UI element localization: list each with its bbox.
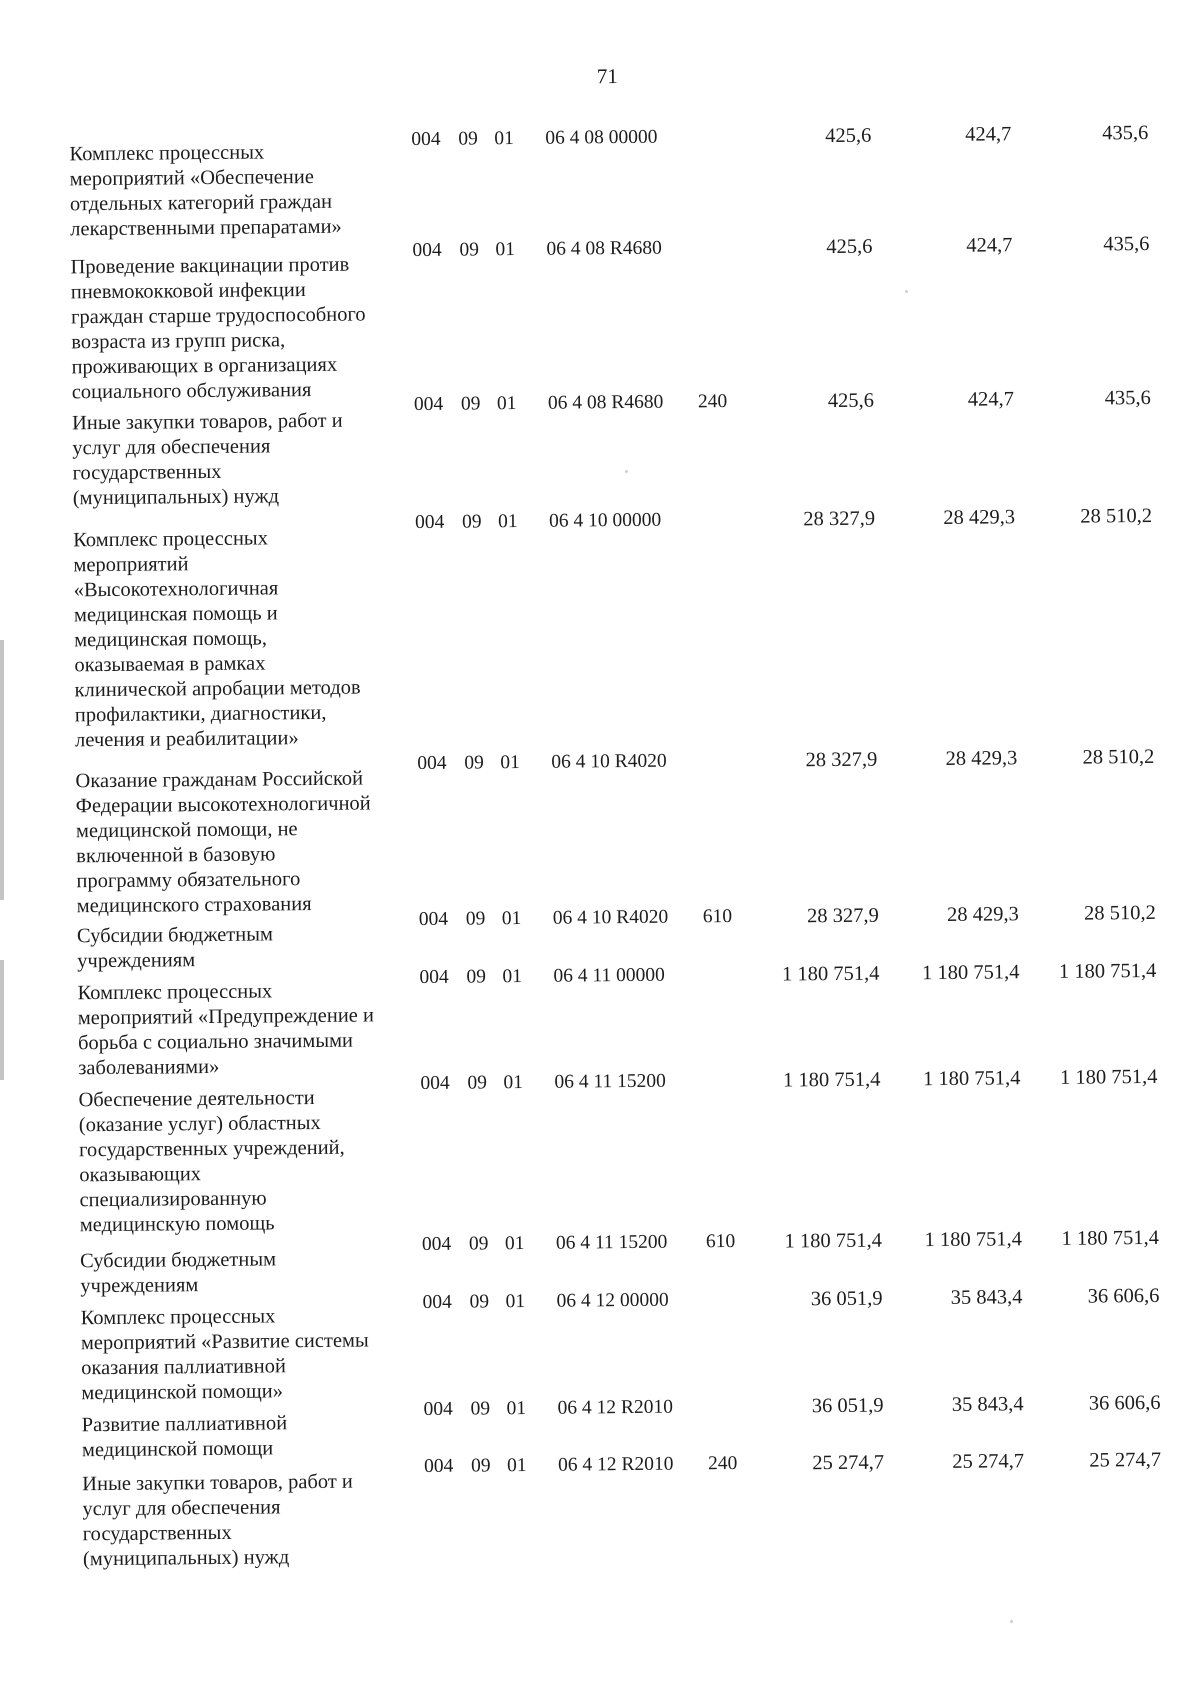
amount-2026: 36 606,6 xyxy=(1087,1284,1160,1308)
table-row xyxy=(1,121,1200,241)
amount-2024: 425,6 xyxy=(827,389,874,413)
amount-2026: 435,6 xyxy=(1104,386,1151,410)
department-code: 004 xyxy=(411,128,441,151)
amount-2024: 25 274,7 xyxy=(812,1451,885,1475)
section-code: 09 xyxy=(466,966,487,988)
amount-2025: 1 180 751,4 xyxy=(924,1228,1023,1252)
amount-2024: 36 051,9 xyxy=(810,1287,883,1311)
scan-speck xyxy=(625,470,628,473)
scan-edge-artifact xyxy=(0,640,4,900)
subsection-code: 01 xyxy=(506,1398,527,1420)
subsection-code: 01 xyxy=(495,239,516,261)
amount-2025: 28 429,3 xyxy=(943,506,1016,529)
target-article-code: 06 4 10 R4020 xyxy=(552,906,669,929)
amount-2026: 1 180 751,4 xyxy=(1058,959,1157,983)
row-name: Комплекс процессных мероприятий «Высокотехнологичная медицинская помощь и медицинская помощь, оказываемая в рамках клинической апробации методов профилактики, диагностики, лечения и реабилитации» xyxy=(73,527,361,752)
section-code: 09 xyxy=(459,239,480,261)
target-article-code: 06 4 08 R4680 xyxy=(546,237,662,260)
amount-2025: 424,7 xyxy=(966,234,1013,257)
amount-2024: 425,6 xyxy=(826,235,873,259)
page-number: 71 xyxy=(596,64,618,89)
section-code: 09 xyxy=(467,1072,488,1094)
section-code: 09 xyxy=(468,1233,489,1255)
department-code: 004 xyxy=(414,511,445,534)
section-code: 09 xyxy=(464,752,484,774)
amount-2024: 1 180 751,4 xyxy=(781,962,880,986)
amount-2025: 1 180 751,4 xyxy=(921,961,1020,985)
amount-2026: 28 510,2 xyxy=(1082,745,1155,769)
department-code: 004 xyxy=(418,908,449,931)
amount-2024: 1 180 751,4 xyxy=(782,1068,881,1092)
expense-type-code: 610 xyxy=(705,1231,736,1253)
row-name: Иные закупки товаров, работ и услуг для обеспечения государственных (муниципальных) нужд xyxy=(71,409,343,510)
row-name: Иные закупки товаров, работ и услуг для обеспечения государственных (муниципальных) нужд xyxy=(82,1470,353,1571)
subsection-code: 01 xyxy=(505,1291,526,1313)
section-code: 09 xyxy=(470,1398,491,1420)
amount-2025: 28 429,3 xyxy=(945,747,1018,770)
subsection-code: 01 xyxy=(506,1455,527,1477)
department-code: 004 xyxy=(420,1072,450,1095)
amount-2025: 1 180 751,4 xyxy=(922,1067,1021,1091)
subsection-code: 01 xyxy=(503,1072,524,1094)
amount-2025: 35 843,4 xyxy=(950,1286,1023,1309)
department-code: 004 xyxy=(412,239,442,262)
section-code: 09 xyxy=(469,1291,490,1313)
amount-2024: 28 327,9 xyxy=(803,507,876,531)
subsection-code: 01 xyxy=(502,966,522,988)
row-name: Комплекс процессных мероприятий «Предупреждение и борьба с социально значимыми заболеваниями» xyxy=(77,980,375,1080)
subsection-code: 01 xyxy=(501,908,522,930)
amount-2026: 1 180 751,4 xyxy=(1061,1226,1160,1250)
target-article-code: 06 4 11 15200 xyxy=(555,1231,668,1254)
subsection-code: 01 xyxy=(497,511,518,533)
scan-speck xyxy=(1010,1620,1013,1623)
amount-2024: 28 327,9 xyxy=(806,904,879,928)
department-code: 004 xyxy=(422,1291,452,1314)
amount-2025: 424,7 xyxy=(965,123,1012,146)
target-article-code: 06 4 12 R2010 xyxy=(557,1453,674,1476)
target-article-code: 06 4 10 R4020 xyxy=(551,750,667,773)
target-article-code: 06 4 11 00000 xyxy=(553,964,665,987)
row-name: Обеспечение деятельности (оказание услуг) областных государственных учреждений, оказывающих специализированную медицинскую помощь xyxy=(78,1087,345,1237)
subsection-code: 01 xyxy=(496,393,517,415)
row-name: Комплекс процессных мероприятий «Развитие системы оказания паллиативной медицинской помощи» xyxy=(80,1305,369,1405)
department-code: 004 xyxy=(421,1233,452,1256)
amount-2026: 36 606,6 xyxy=(1088,1391,1161,1415)
section-code: 09 xyxy=(460,393,481,415)
amount-2025: 25 274,7 xyxy=(952,1450,1025,1473)
subsection-code: 01 xyxy=(494,128,514,150)
amount-2026: 1 180 751,4 xyxy=(1059,1065,1158,1089)
department-code: 004 xyxy=(423,1455,454,1477)
row-name: Субсидии бюджетным учреждениям xyxy=(76,923,274,973)
amount-2026: 435,6 xyxy=(1103,232,1150,256)
section-code: 09 xyxy=(470,1455,491,1477)
target-article-code: 06 4 12 R2010 xyxy=(557,1396,674,1419)
amount-2024: 1 180 751,4 xyxy=(784,1229,883,1253)
amount-2024: 425,6 xyxy=(825,124,872,148)
department-code: 004 xyxy=(423,1398,453,1420)
row-name: Комплекс процессных мероприятий «Обеспечение отдельных категорий граждан лекарственными препаратами» xyxy=(69,141,342,241)
section-code: 09 xyxy=(458,128,478,150)
amount-2025: 424,7 xyxy=(967,388,1014,411)
row-name: Проведение вакцинации против пневмококковой инфекции граждан старше трудоспособного возраста из групп риска, проживающих в организациях социального обслуживания xyxy=(70,253,366,404)
subsection-code: 01 xyxy=(504,1233,525,1255)
row-name: Развитие паллиативной медицинской помощи xyxy=(81,1412,288,1462)
target-article-code: 06 4 12 00000 xyxy=(556,1289,669,1312)
expense-type-code: 240 xyxy=(707,1452,738,1475)
scan-edge-artifact xyxy=(0,960,4,1080)
amount-2026: 435,6 xyxy=(1102,121,1149,145)
department-code: 004 xyxy=(419,966,449,989)
amount-2024: 28 327,9 xyxy=(805,748,878,772)
amount-2026: 28 510,2 xyxy=(1080,504,1153,528)
section-code: 09 xyxy=(461,511,482,533)
amount-2025: 35 843,4 xyxy=(951,1393,1024,1416)
target-article-code: 06 4 08 00000 xyxy=(545,126,658,149)
department-code: 004 xyxy=(417,752,447,775)
amount-2024: 36 051,9 xyxy=(811,1394,884,1418)
row-name: Субсидии бюджетным учреждениям xyxy=(80,1248,277,1298)
target-article-code: 06 4 10 00000 xyxy=(548,509,662,532)
expense-type-code: 610 xyxy=(702,906,733,928)
target-article-code: 06 4 11 15200 xyxy=(554,1070,666,1093)
amount-2025: 28 429,3 xyxy=(946,903,1019,926)
amount-2026: 25 274,7 xyxy=(1089,1448,1162,1472)
amount-2026: 28 510,2 xyxy=(1083,901,1156,925)
department-code: 004 xyxy=(413,393,444,416)
scan-speck xyxy=(905,290,908,293)
row-name: Оказание гражданам Российской Федерации высокотехнологичной медицинской помощи, не включенной в базовую программу обязательного медицинского страхования xyxy=(75,767,371,918)
expense-type-code: 240 xyxy=(697,391,728,413)
target-article-code: 06 4 08 R4680 xyxy=(547,391,664,414)
section-code: 09 xyxy=(465,908,486,930)
subsection-code: 01 xyxy=(500,752,520,774)
